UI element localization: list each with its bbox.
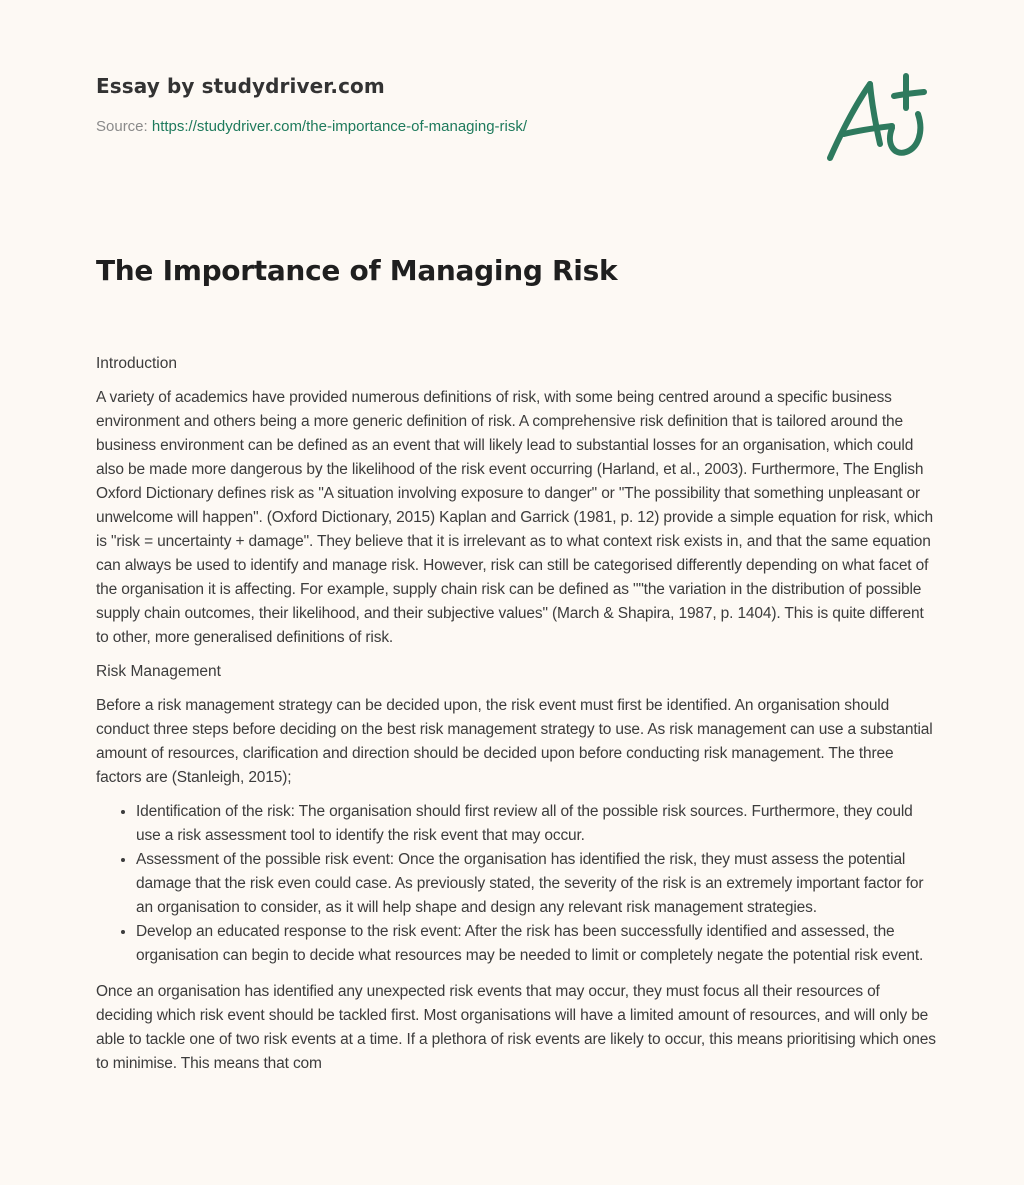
- paragraph: Once an organisation has identified any unexpected risk events that may occur, they must focus all their resources of deciding which risk event should be tackled first. Most organisations will have a limited amount of resources, and will only be able to tackle one of two risk events at a time. If a plethora of risk events are likely to occur, this means prioritising which ones to minimise. This means that com: [96, 983, 936, 1072]
- risk-factors-list: [96, 800, 936, 968]
- document-title: The Importance of Managing Risk: [96, 254, 618, 287]
- site-title: Essay by studydriver.com: [96, 74, 385, 98]
- source-label: Source:: [96, 118, 148, 135]
- source-link[interactable]: https://studydriver.com/the-importance-of-managing-risk/: [151, 118, 528, 135]
- source-line: [96, 118, 796, 135]
- paragraph: A variety of academics have provided numerous definitions of risk, with some being centred around a specific business environment and others being a more generic definition of risk. A comprehensive risk definition that is tailored around the business environment can be defined as an event that will likely lead to substantial losses for an organisation, which could also be made more dangerous by the likelihood of the risk event occurring (Harland, et al., 2003). Furthermore, The English Oxford Dictionary defines risk as "A situation involving exposure to danger" or "The possibility that something unpleasant or unwelcome will happen". (Oxford Dictionary, 2015) Kaplan and Garrick (1981, p. 12) provide a simple equation for risk, which is "risk = uncertainty + damage". They believe that it is irrelevant as to what context risk exists in, and that the same equation can always be used to identify and manage risk. However, risk can still be categorised differently depending on what facet of the organisation it is affecting. For example, supply chain risk can be defined as ""the variation in the distribution of possible supply chain outcomes, their likelihood, and their subjective values" (March & Shapira, 1987, p. 1404). This is quite different to other, more generalised definitions of risk.: [96, 389, 933, 646]
- list-item: • Assessment of the possible risk event: Once the organisation has identified the risk, they must assess the potential damage that the risk even could case. As previously stated, the severity of the risk is an extremely important factor for an organisation to consider, as it will help shape and design any relevant risk management strategies.: [136, 848, 936, 920]
- page-header: [96, 74, 796, 135]
- document-body: [96, 352, 936, 1086]
- list-item: • Develop an educated response to the risk event: After the risk has been successfully identified and assessed, the organisation can begin to decide what resources may be needed to limit or completely negate the potential risk event.: [136, 920, 936, 968]
- list-item: • Identification of the risk: The organisation should first review all of the possible risk sources. Furthermore, they could use a risk assessment tool to identify the risk event that may occur.: [136, 800, 936, 848]
- section-heading-introduction: Introduction: [96, 355, 177, 372]
- a-plus-grade-icon: [820, 66, 930, 166]
- paragraph: Before a risk management strategy can be decided upon, the risk event must first be identified. An organisation should conduct three steps before deciding on the best risk management strategy to use. As risk management can use a substantial amount of resources, clarification and direction should be decided upon before conducting risk management. The three factors are (Stanleigh, 2015);: [96, 697, 933, 786]
- section-heading-risk-management: Risk Management: [96, 663, 221, 680]
